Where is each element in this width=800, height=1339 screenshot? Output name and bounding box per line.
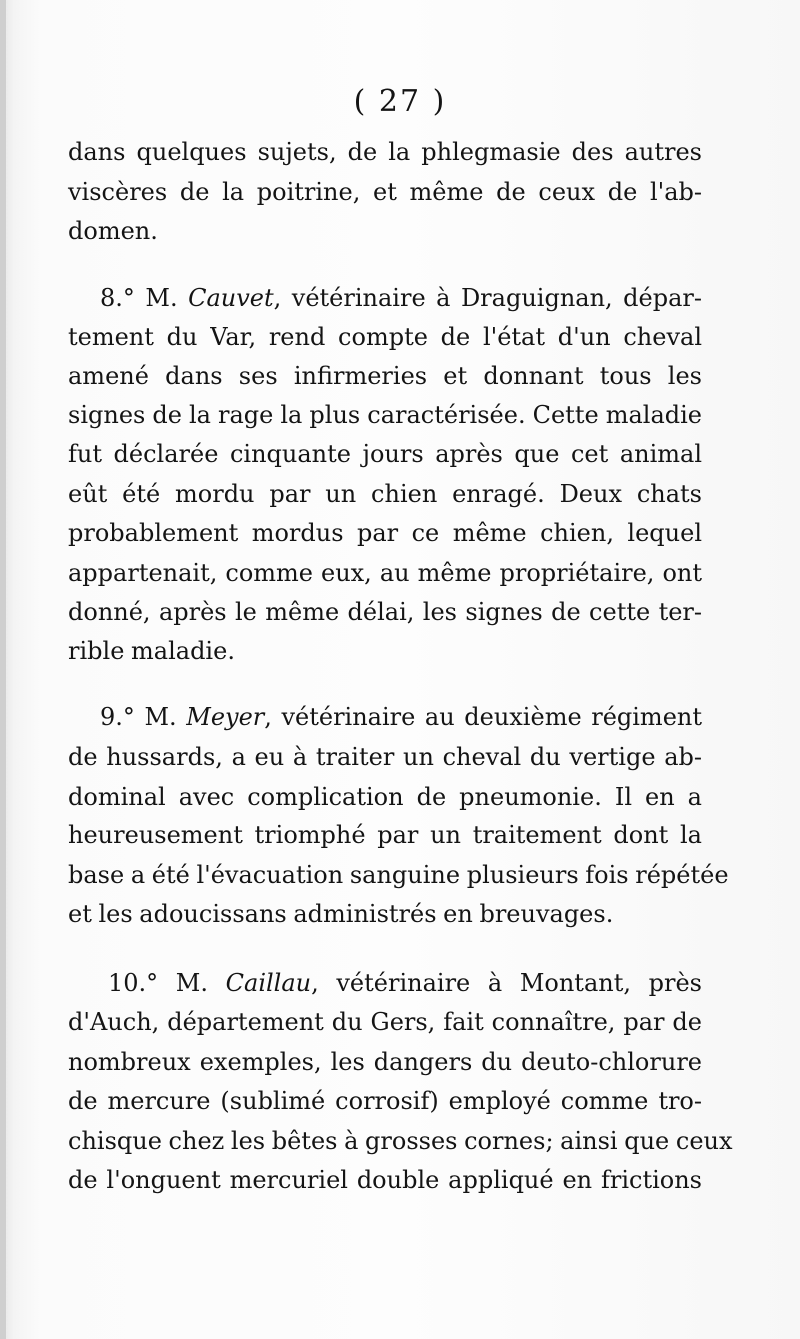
text-line: et les adoucissans administrés en breuvages. (68, 900, 614, 928)
text-line: tement du Var, rend compte de l'état d'un cheval (68, 323, 702, 351)
line-text: , vétérinaire au deuxième régiment (264, 703, 702, 731)
text-line: dominal avec complication de pneumonie. Il en a (68, 783, 702, 811)
paragraph-9-first-line (100, 700, 702, 734)
text-line: appartenait, comme eux, au même propriétaire, ont (68, 559, 702, 587)
text-line: base a été l'évacuation sanguine plusieurs fois répétée (68, 861, 729, 889)
text-line: viscères de la poitrine, et même de ceux de l'ab- (68, 178, 702, 206)
text-line: de l'onguent mercuriel double appliqué en frictions (68, 1166, 702, 1194)
text-line: eût été mordu par un chien enragé. Deux chats (68, 480, 702, 508)
text-line: domen. (68, 217, 158, 245)
text-line: rible maladie. (68, 637, 235, 665)
text-line: dans quelques sujets, de la phlegmasie des autres (68, 138, 702, 166)
text-line: de mercure (sublimé corrosif) employé comme tro- (68, 1087, 702, 1115)
page-number: ( 27 ) (353, 84, 447, 119)
line-text: , vétérinaire à Montant, près (311, 969, 702, 997)
text-line: signes de la rage la plus caractérisée. Cette maladie (68, 401, 702, 429)
text-line: d'Auch, département du Gers, fait connaître, par de (68, 1008, 702, 1036)
entry-number: 10.° M. (108, 969, 226, 997)
veterinarian-name: Meyer (186, 703, 265, 731)
text-line: probablement mordus par ce même chien, lequel (68, 519, 702, 547)
text-line: de hussards, a eu à traiter un cheval du vertige ab- (68, 743, 702, 771)
veterinarian-name: Cauvet (188, 284, 274, 312)
text-line: heureusement triomphé par un traitement dont la (68, 821, 702, 849)
paragraph-10-first-line (108, 966, 702, 1000)
entry-number: 8.° M. (100, 284, 189, 312)
line-text: , vétérinaire à Draguignan, dépar- (273, 284, 702, 312)
page-binding-edge (0, 0, 6, 1339)
text-line: nombreux exemples, les dangers du deuto-chlorure (68, 1048, 702, 1076)
paragraph-8-first-line (100, 281, 702, 315)
entry-number: 9.° M. (100, 703, 187, 731)
text-line: chisque chez les bêtes à grosses cornes; ainsi que ceux (68, 1127, 733, 1155)
text-line: donné, après le même délai, les signes de cette ter- (68, 598, 702, 626)
text-line: amené dans ses infirmeries et donnant tous les (68, 362, 702, 390)
text-line: fut déclarée cinquante jours après que cet animal (68, 440, 702, 468)
veterinarian-name: Caillau (225, 969, 312, 997)
